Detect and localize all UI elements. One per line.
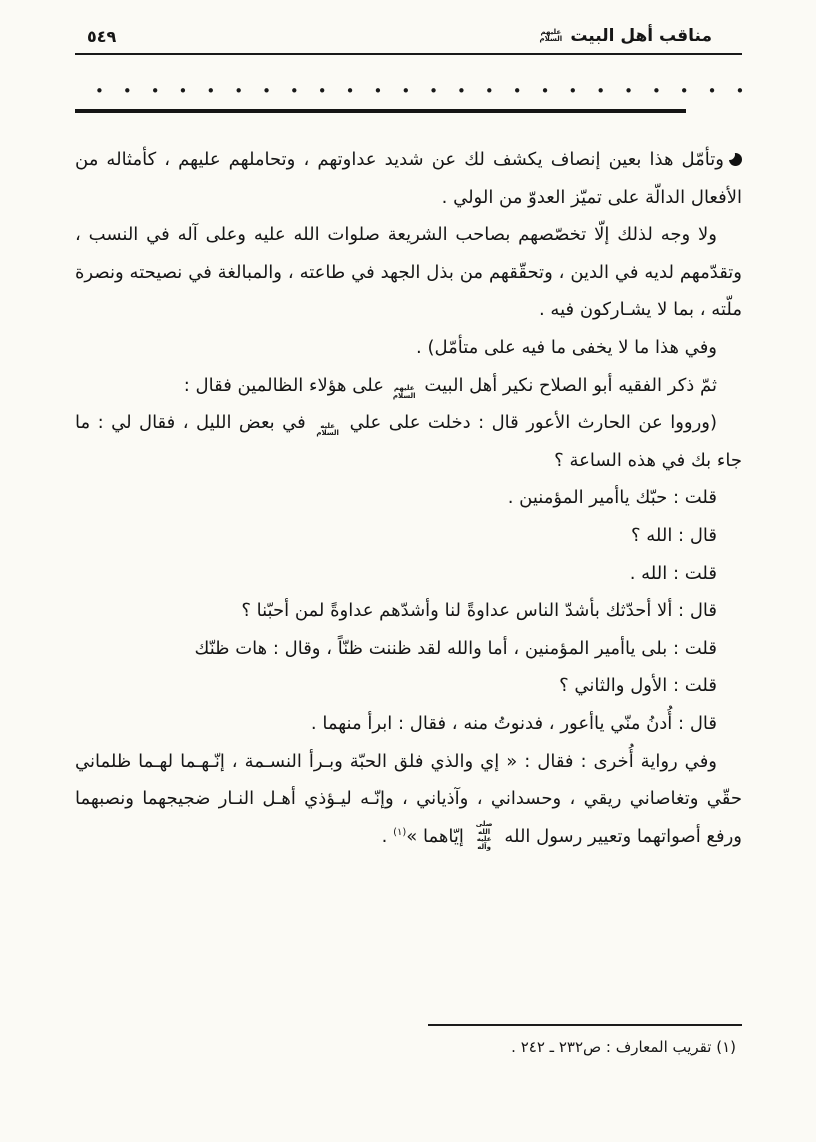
paragraph (75, 367, 742, 405)
paragraph-text: قلت : بلى ياأمير المؤمنين ، أما والله لقد ظننت ظنّاً ، وقال : هات ظنّك (194, 637, 717, 659)
honorific-alayhis-salam-icon: عليه السلام (316, 421, 339, 438)
paragraph (75, 479, 742, 517)
paragraph-text: ولا وجه لذلك إلّا تخصّصهم بصاحب الشريعة صلوات الله عليه وعلى آله في النسب ، وتقدّمهم لديه في الدين ، وتحقّقهم من بذل الجهد في طاعته ، والمبالغة في نصيحته ونصرة ملّته ، بما لا يشـاركون فيه . (75, 224, 742, 321)
paragraph-text: قال : أُدنُ منّي ياأعور ، فدنوتُ منه ، فقال : ابرأ منهما . (310, 712, 717, 734)
paragraph-text: وفي هذا ما لا يخفى ما فيه على متأمّل) . (416, 336, 717, 358)
paragraph-text: قلت : حبّك ياأمير المؤمنين . (507, 487, 717, 509)
footnote-marker: (١) (393, 826, 407, 838)
ellipsis-dots: •••••••••••••••••••••••• (95, 82, 764, 100)
paragraph (75, 667, 742, 705)
paragraph (75, 630, 742, 668)
section-rule (75, 109, 686, 113)
page-header (75, 26, 742, 46)
paragraph-text: قال : ألا أحدّثك بأشدّ الناس عداوةً لنا وأشدّهم عداوةً لمن أحبّنا ؟ (241, 600, 717, 622)
paragraph-text: في بعض الليل ، فقال لي : ما جاء بك في هذه الساعة ؟ (75, 412, 742, 471)
footnote-rule (428, 1024, 742, 1026)
paragraph (75, 216, 742, 329)
paragraph-text: قلت : الأول والثاني ؟ (559, 675, 717, 697)
paragraph (75, 404, 742, 479)
book-title-text: مناقب أهل البيت (570, 26, 712, 46)
book-title (536, 26, 712, 46)
paragraph-text: . (381, 825, 394, 847)
paragraph-text: وتأمّل هذا بعين إنصاف يكشف لك عن شديد عداوتهم ، وتحاملهم عليهم ، كأمثاله من الأفعال الدالّة على تميّز العدوّ من الولي . (75, 149, 742, 208)
paragraph-text: على هؤلاء الظالمين فقال : (183, 374, 390, 396)
paragraph-text: ثمّ ذكر الفقيه أبو الصلاح نكير أهل البيت (418, 374, 717, 396)
footnote-area (75, 1024, 742, 1059)
honorific-alayhim-assalam-icon: عليهم السلام (539, 27, 563, 43)
paragraph (75, 705, 742, 743)
header-rule (75, 53, 742, 55)
paragraph-text: إيّاهما » (406, 825, 470, 847)
honorific-sallallahu-alayhi-wa-alihi-icon: صلى الله عليه وآله (475, 820, 493, 851)
paragraph (75, 141, 742, 216)
honorific-alayhim-assalam-icon: عليهم السلام (392, 384, 416, 400)
paragraph-text: وفي رواية أُخرى : فقال : « إي والذي فلق الحبّة وبـرأ النسـمة ، إنّـهـما لهـما ظلماني حقّي وتغاصاني ريقي ، وحسداني ، وآذياني ، وإنّـه ليـؤذي أهـل النـار ضجيجهما ونصبهما ورفع أصواتهما وتعيير رسول الله (75, 750, 742, 847)
page-number: ٥٤٩ (87, 27, 117, 46)
crescent-mark-icon (729, 153, 742, 166)
body-text (75, 141, 742, 855)
paragraph (75, 555, 742, 593)
paragraph (75, 743, 742, 856)
paragraph (75, 517, 742, 555)
paragraph-text: قال : الله ؟ (630, 524, 717, 546)
footnote: (١) تقريب المعارف : ص٢٣٢ ـ ٢٤٢ . (511, 1038, 736, 1056)
paragraph-text: قلت : الله . (629, 562, 717, 584)
paragraph (75, 329, 742, 367)
paragraph-text: (ورووا عن الحارث الأعور قال : دخلت على علي (342, 412, 717, 434)
paragraph (75, 592, 742, 630)
